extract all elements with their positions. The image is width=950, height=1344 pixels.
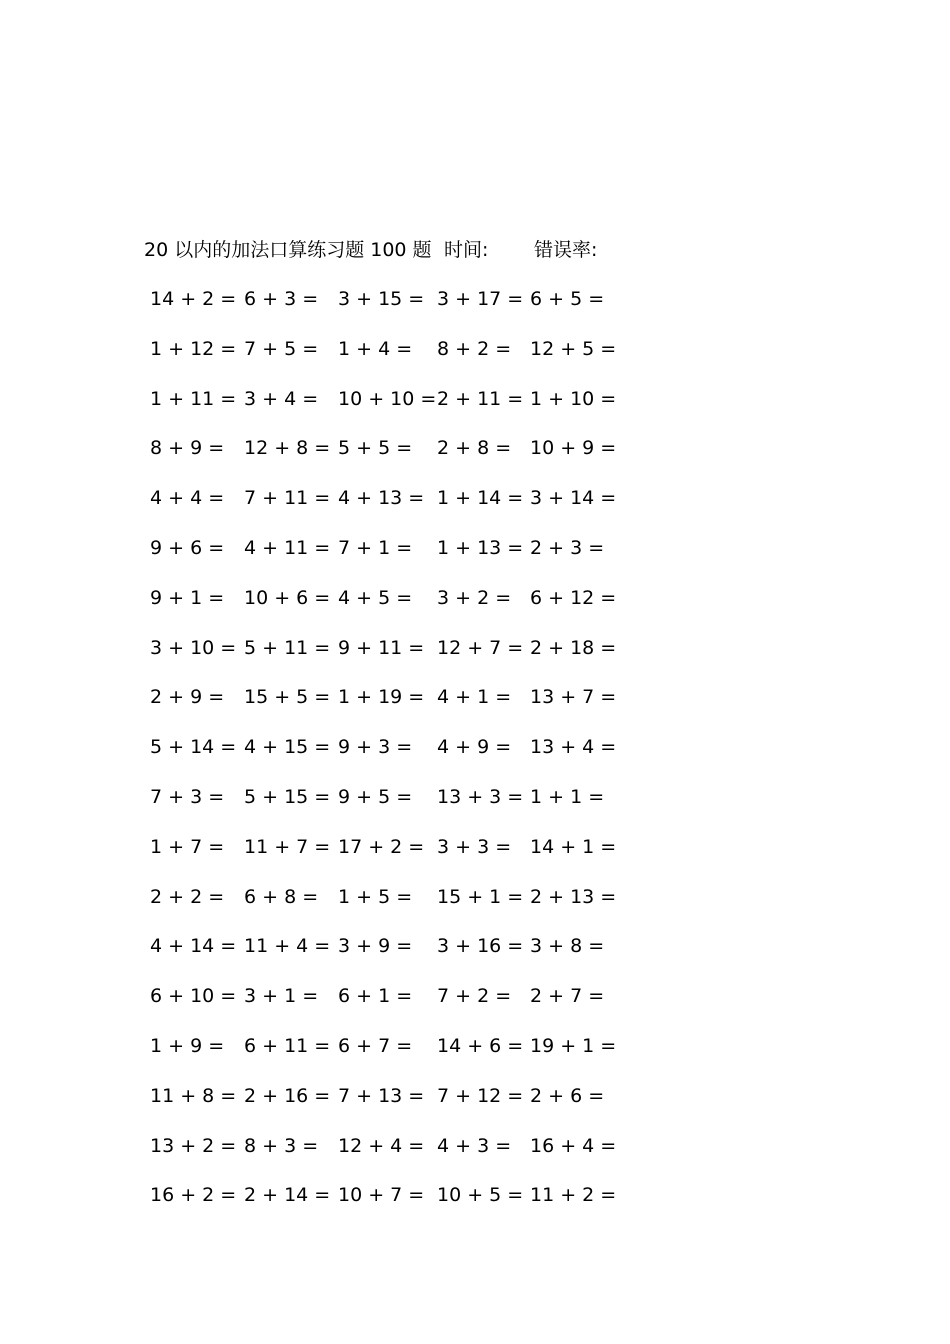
problem-row: [0, 284, 950, 314]
problem-item: 12 + 8 =: [244, 437, 331, 460]
problem-item: 4 + 9 =: [437, 736, 512, 759]
problem-row: [0, 682, 950, 712]
problem-item: 4 + 13 =: [338, 487, 425, 510]
problem-row: [0, 334, 950, 364]
problem-row: [0, 1031, 950, 1061]
problem-row: [0, 583, 950, 613]
problem-item: 6 + 8 =: [244, 885, 319, 908]
problem-item: 4 + 3 =: [437, 1134, 512, 1157]
problem-item: 3 + 8 =: [530, 935, 605, 958]
worksheet-title: 20 以内的加法口算练习题 100 题: [144, 239, 432, 261]
problem-item: 9 + 1 =: [150, 586, 225, 609]
problem-row: [0, 1081, 950, 1111]
problem-item: 9 + 11 =: [338, 636, 425, 659]
problem-item: 2 + 9 =: [150, 686, 225, 709]
problem-item: 3 + 15 =: [338, 288, 425, 310]
problem-item: 7 + 12 =: [437, 1084, 524, 1107]
problem-item: 1 + 19 =: [338, 686, 425, 709]
problem-item: 3 + 14 =: [530, 487, 617, 510]
problem-row: [0, 433, 950, 463]
problem-item: 19 + 1 =: [530, 1035, 617, 1057]
problem-item: 6 + 3 =: [244, 288, 319, 310]
problem-item: 1 + 5 =: [338, 885, 413, 908]
problem-item: 17 + 2 =: [338, 835, 425, 858]
problem-row: [0, 732, 950, 762]
problem-item: 13 + 3 =: [437, 786, 524, 808]
problem-item: 3 + 10 =: [150, 636, 237, 659]
problem-item: 15 + 1 =: [437, 885, 524, 908]
problem-item: 14 + 6 =: [437, 1035, 524, 1057]
problem-row: [0, 832, 950, 862]
problem-item: 2 + 16 =: [244, 1084, 331, 1107]
problem-item: 12 + 5 =: [530, 337, 617, 360]
problem-item: 7 + 2 =: [437, 985, 512, 1008]
problem-item: 11 + 2 =: [530, 1184, 617, 1207]
problem-item: 6 + 10 =: [150, 985, 237, 1008]
problem-item: 10 + 5 =: [437, 1184, 524, 1207]
problem-item: 2 + 13 =: [530, 885, 617, 908]
error-rate-label: 错误率:: [534, 239, 598, 261]
problem-item: 1 + 11 =: [150, 387, 237, 410]
problem-item: 6 + 11 =: [244, 1035, 331, 1057]
problem-item: 2 + 3 =: [530, 537, 605, 559]
problem-item: 8 + 2 =: [437, 337, 512, 360]
problem-item: 1 + 4 =: [338, 337, 413, 360]
problem-item: 8 + 9 =: [150, 437, 225, 460]
problem-item: 16 + 2 =: [150, 1184, 237, 1207]
problem-item: 13 + 7 =: [530, 686, 617, 709]
problem-item: 3 + 2 =: [437, 586, 512, 609]
problem-item: 10 + 7 =: [338, 1184, 425, 1207]
problem-row: [0, 882, 950, 912]
problem-item: 15 + 5 =: [244, 686, 331, 709]
problem-item: 2 + 7 =: [530, 985, 605, 1008]
problem-item: 13 + 4 =: [530, 736, 617, 759]
problem-item: 7 + 13 =: [338, 1084, 425, 1107]
problem-item: 3 + 4 =: [244, 387, 319, 410]
time-label: 时间:: [444, 239, 489, 261]
problem-item: 12 + 4 =: [338, 1134, 425, 1157]
problem-row: [0, 1131, 950, 1161]
problem-item: 3 + 3 =: [437, 835, 512, 858]
problem-item: 4 + 1 =: [437, 686, 512, 709]
problem-item: 6 + 7 =: [338, 1035, 413, 1057]
problem-item: 3 + 16 =: [437, 935, 524, 958]
problem-item: 5 + 5 =: [338, 437, 413, 460]
problem-item: 2 + 14 =: [244, 1184, 331, 1207]
problem-item: 1 + 14 =: [437, 487, 524, 510]
problem-item: 3 + 1 =: [244, 985, 319, 1008]
problem-item: 4 + 15 =: [244, 736, 331, 759]
problem-row: [0, 782, 950, 812]
problem-item: 5 + 11 =: [244, 636, 331, 659]
problem-item: 3 + 9 =: [338, 935, 413, 958]
problem-item: 12 + 7 =: [437, 636, 524, 659]
problem-item: 2 + 18 =: [530, 636, 617, 659]
problem-row: [0, 533, 950, 563]
problem-item: 10 + 10 =: [338, 387, 437, 410]
problem-item: 7 + 11 =: [244, 487, 331, 510]
problem-row: [0, 633, 950, 663]
problem-row: [0, 931, 950, 961]
problem-row: [0, 483, 950, 513]
problem-item: 1 + 13 =: [437, 537, 524, 559]
problem-row: [0, 384, 950, 414]
problem-item: 14 + 2 =: [150, 288, 237, 310]
problem-item: 11 + 8 =: [150, 1084, 237, 1107]
problem-item: 6 + 1 =: [338, 985, 413, 1008]
problem-item: 4 + 11 =: [244, 537, 331, 559]
problem-item: 8 + 3 =: [244, 1134, 319, 1157]
problem-item: 16 + 4 =: [530, 1134, 617, 1157]
problem-item: 1 + 7 =: [150, 835, 225, 858]
problem-item: 7 + 5 =: [244, 337, 319, 360]
problem-item: 4 + 4 =: [150, 487, 225, 510]
problem-item: 2 + 11 =: [437, 387, 524, 410]
problem-item: 5 + 14 =: [150, 736, 237, 759]
problem-item: 1 + 12 =: [150, 337, 237, 360]
problem-item: 1 + 1 =: [530, 786, 605, 808]
problem-item: 2 + 8 =: [437, 437, 512, 460]
problem-item: 9 + 3 =: [338, 736, 413, 759]
problem-item: 10 + 6 =: [244, 586, 331, 609]
problem-item: 1 + 9 =: [150, 1035, 225, 1057]
problem-item: 1 + 10 =: [530, 387, 617, 410]
problem-item: 10 + 9 =: [530, 437, 617, 460]
problem-item: 6 + 5 =: [530, 288, 605, 310]
problem-row: [0, 1180, 950, 1210]
problem-item: 2 + 6 =: [530, 1084, 605, 1107]
problem-item: 9 + 5 =: [338, 786, 413, 808]
problem-item: 11 + 4 =: [244, 935, 331, 958]
problem-item: 9 + 6 =: [150, 537, 225, 559]
problem-item: 6 + 12 =: [530, 586, 617, 609]
problem-item: 7 + 1 =: [338, 537, 413, 559]
problem-item: 4 + 14 =: [150, 935, 237, 958]
problem-item: 3 + 17 =: [437, 288, 524, 310]
problem-item: 5 + 15 =: [244, 786, 331, 808]
problem-row: [0, 981, 950, 1011]
problem-item: 13 + 2 =: [150, 1134, 237, 1157]
problem-item: 14 + 1 =: [530, 835, 617, 858]
problem-item: 11 + 7 =: [244, 835, 331, 858]
problem-item: 4 + 5 =: [338, 586, 413, 609]
problem-item: 7 + 3 =: [150, 786, 225, 808]
problem-item: 2 + 2 =: [150, 885, 225, 908]
